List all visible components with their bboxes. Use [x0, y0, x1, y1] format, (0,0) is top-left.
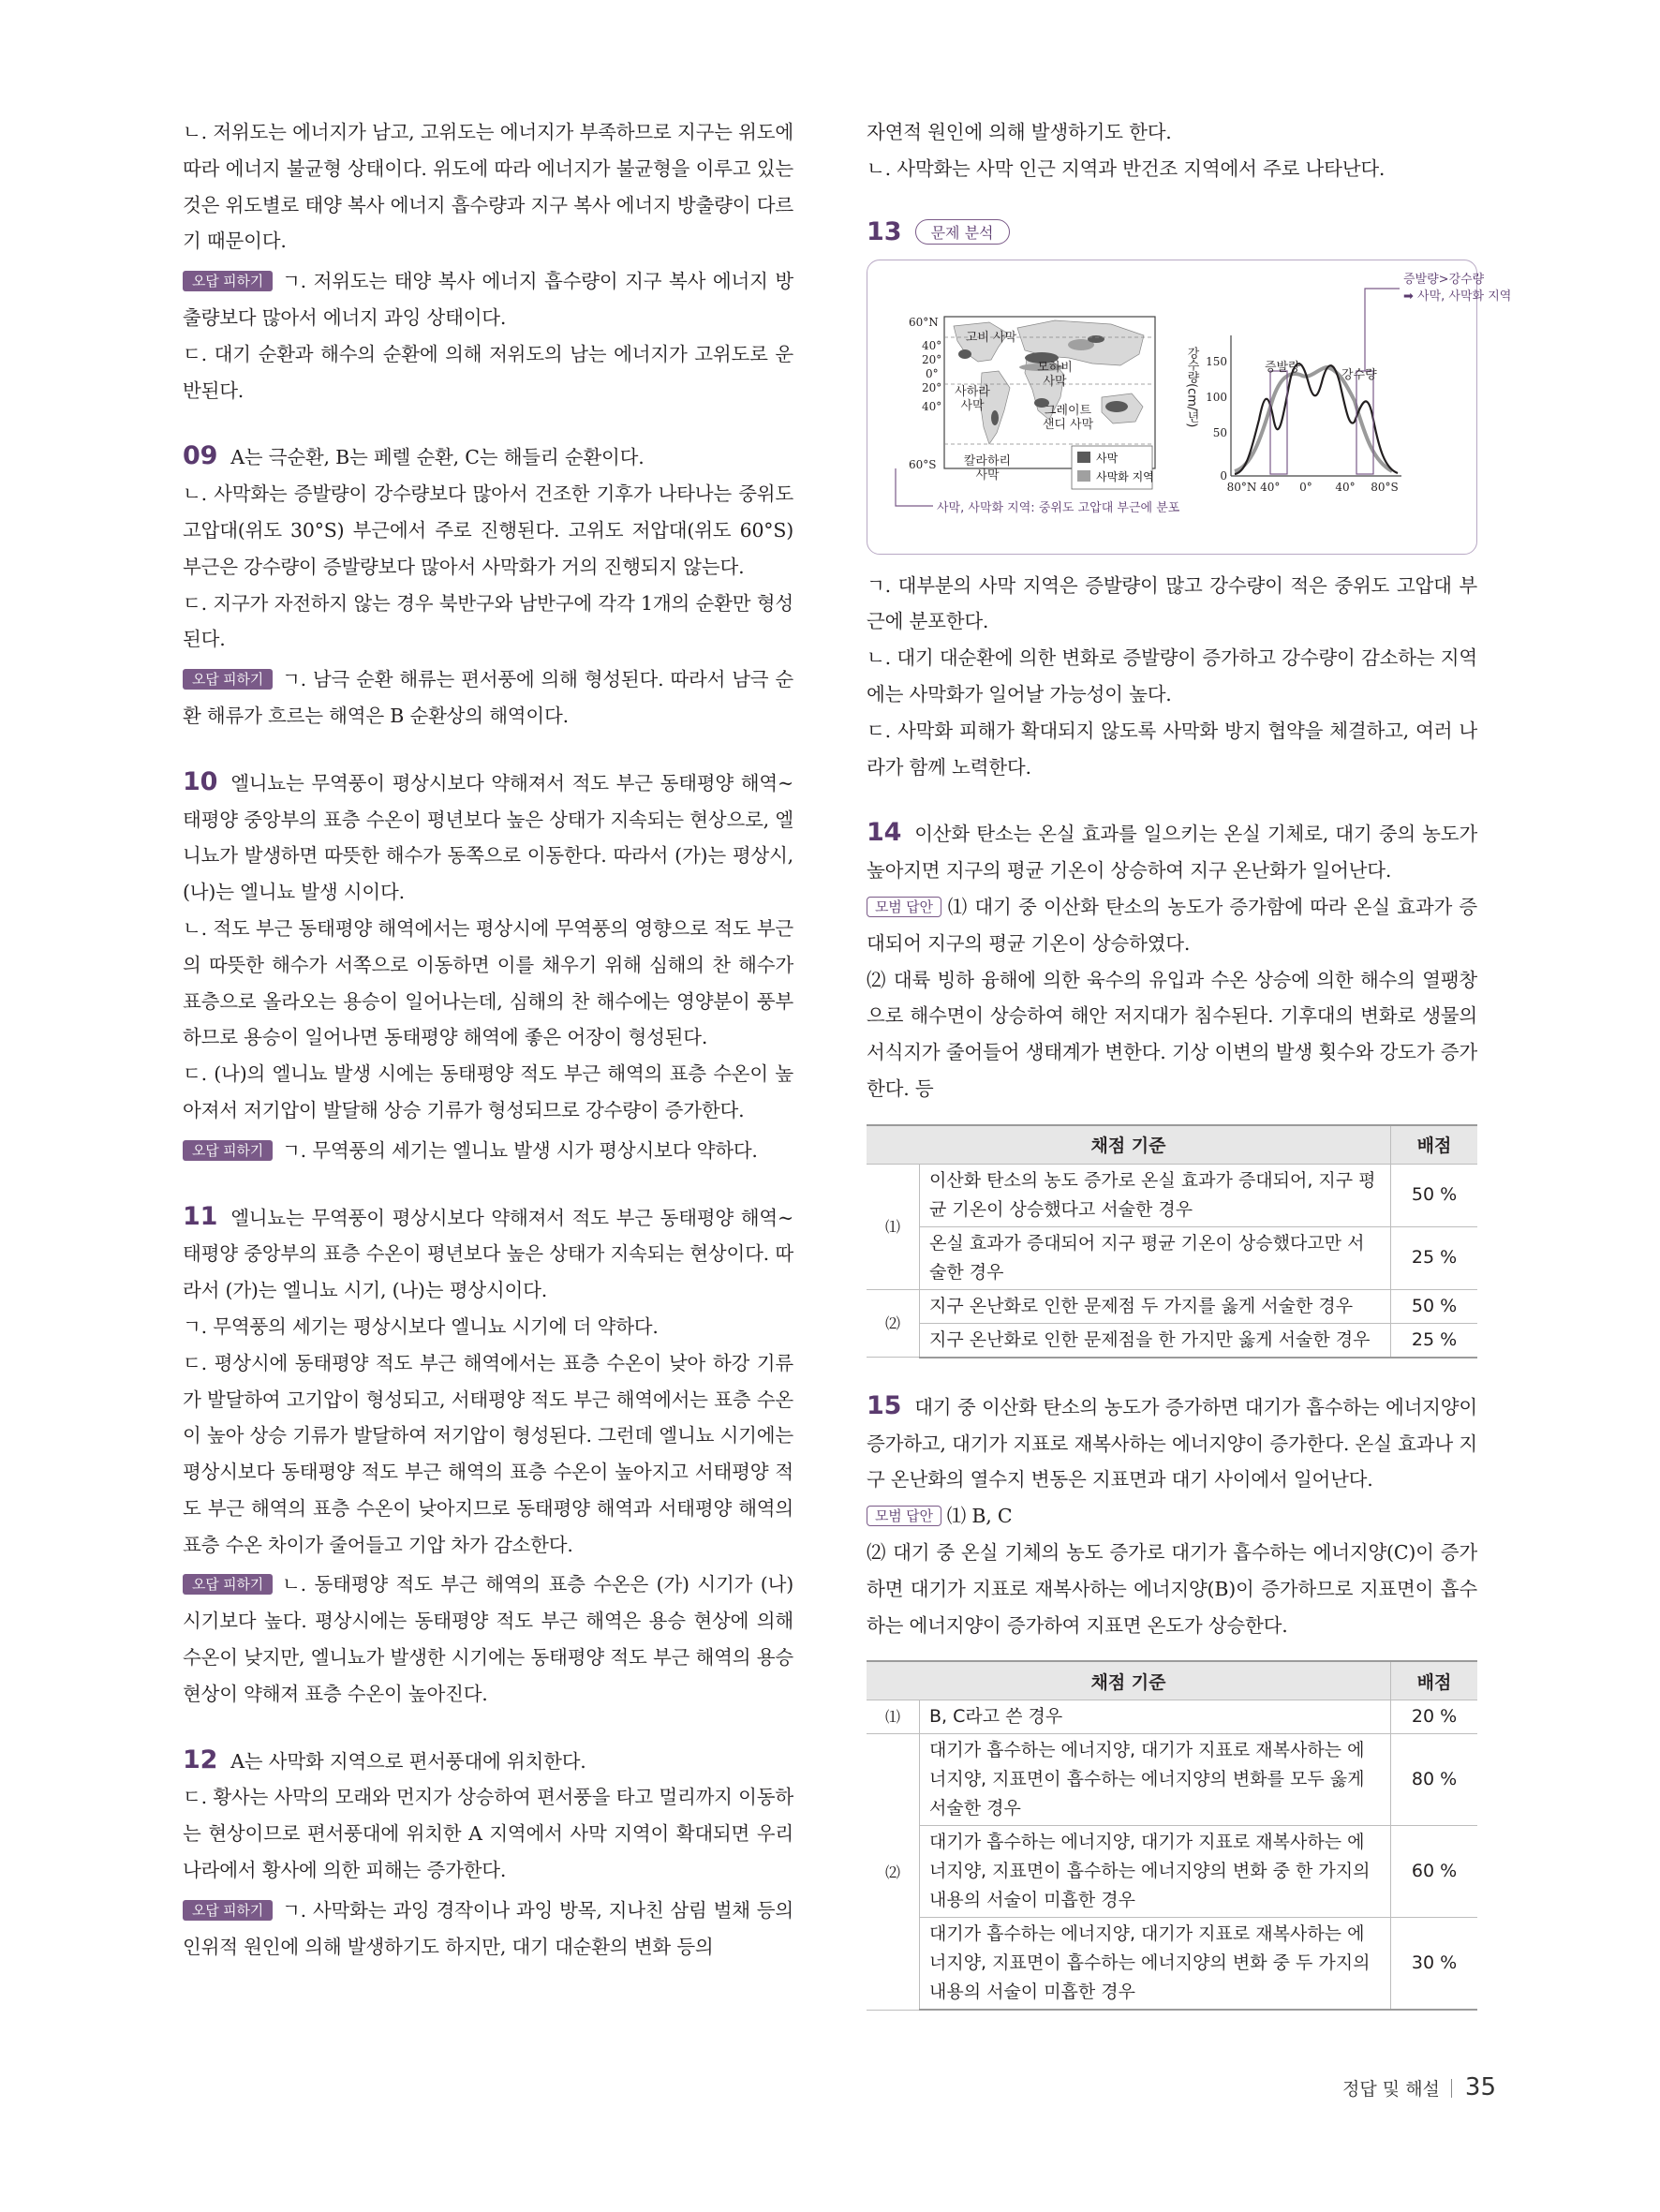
paragraph-text: ㄱ. 남극 순환 해류는 편서풍에 의해 형성된다. 따라서 남극 순환 해류가 흐르는 해역은 B 순환상의 해역이다.: [183, 668, 793, 727]
map-legend: [1072, 446, 1154, 489]
score: 20 %: [1391, 1700, 1478, 1734]
table-row: [867, 1164, 1477, 1226]
footer-divider: [1451, 2079, 1452, 2098]
lat-label: 60°S: [909, 457, 937, 471]
map-label-mojave: 사막: [1043, 374, 1067, 389]
left-column: [183, 114, 793, 1965]
question-09: [183, 438, 793, 734]
map-label-sandy: 그레이트: [1044, 403, 1092, 418]
question-number: 12: [183, 1744, 218, 1774]
paragraph: ㄷ. 사막화 피해가 확대되지 않도록 사막화 방지 협약을 체결하고, 여러 나라가 함께 노력한다.: [867, 719, 1477, 779]
x-tick: 80°N 40°: [1226, 480, 1281, 494]
table-row: [867, 1700, 1477, 1734]
y-tick: 0: [1220, 468, 1227, 482]
x-tick: 80°S: [1371, 480, 1399, 494]
row-number: ⑴: [867, 1700, 920, 1734]
paragraph: ㄱ. 무역풍의 세기는 평상시보다 엘니뇨 시기에 더 약하다.: [183, 1314, 659, 1338]
table-row: [867, 1918, 1477, 2011]
lat-label: 60°N: [909, 315, 939, 329]
row-number: ⑴: [867, 1164, 920, 1289]
scoring-table-15: [867, 1660, 1477, 2011]
paragraph-text: ㄱ. 사막화는 과잉 경작이나 과잉 방목, 지나친 삼림 벌채 등의 인위적 원인에 의해 발생하기도 하지만, 대기 대순환의 변화 등의: [183, 1898, 793, 1958]
paragraph-text: ⑴ 대기 중 이산화 탄소의 농도가 증가함에 따라 온실 효과가 증대되어 지구의 평균 기온이 상승하였다.: [867, 895, 1477, 955]
legend-desertification: 사막화 지역: [1096, 469, 1154, 483]
avoid-badge: 오답 피하기: [183, 1574, 273, 1595]
callout-top: ➡ 사막, 사막화 지역: [1403, 289, 1512, 304]
paragraph: ㄷ. 대기 순환과 해수의 순환에 의해 저위도의 남는 에너지가 고위도로 운반된다.: [183, 342, 793, 402]
lat-label: 20°: [922, 352, 942, 366]
paragraph-text: 엘니뇨는 무역풍이 평상시보다 약해져서 적도 부근 동태평양 해역~태평양 중앙부의 표층 수온이 평년보다 높은 상태가 지속되는 현상으로, 엘니뇨가 발생하면 따뜻한 해수가 동쪽으로 이동한다. 따라서 (가)는 평상시, (나)는 엘니뇨 발생 시이다.: [183, 771, 793, 904]
table-header: 채점 기준: [867, 1125, 1391, 1165]
figure-desert-map: [867, 260, 1512, 555]
paragraph-text: A는 극순환, B는 페렐 순환, C는 해들리 순환이다.: [230, 446, 645, 469]
lat-label: 20°: [922, 380, 942, 394]
paragraph: ㄴ. 저위도는 에너지가 남고, 고위도는 에너지가 부족하므로 지구는 위도에 따라 에너지 불균형 상태이다. 위도에 따라 에너지가 불균형을 이루고 있는 것은 위도별로 태양 복사 에너지 흡수량과 지구 복사 에너지 방출량이 다르기 때문이다.: [183, 121, 793, 253]
map-label-kalahari: 칼라하리: [963, 453, 1012, 468]
criterion: B, C라고 쓴 경우: [920, 1700, 1391, 1734]
paragraph: ㄱ. 대부분의 사막 지역은 증발량이 많고 강수량이 적은 중위도 고압대 부근에 분포한다.: [867, 573, 1477, 633]
criterion: 대기가 흡수하는 에너지양, 대기가 지표로 재복사하는 에너지양, 지표면이 흡수하는 에너지양의 변화 중 한 가지의 내용의 서술이 미흡한 경우: [920, 1826, 1391, 1918]
question-number: 10: [183, 766, 218, 796]
table-row: [867, 1289, 1477, 1323]
paragraph-text: 이산화 탄소는 온실 효과를 일으키는 온실 기체로, 대기 중의 농도가 높아지면 지구의 평균 기온이 상승하여 지구 온난화가 일어난다.: [867, 823, 1477, 883]
paragraph: ㄷ. 지구가 자전하지 않는 경우 북반구와 남반구에 각각 1개의 순환만 형성된다.: [183, 591, 793, 651]
paragraph-avoid: [183, 263, 793, 336]
map-label-sandy: 샌디 사막: [1042, 417, 1094, 432]
question-15: [867, 1388, 1477, 2012]
footer-label: 정답 및 해설: [1342, 2079, 1440, 2100]
table-row: [867, 1734, 1477, 1826]
callout-top: 증발량>강수량: [1403, 272, 1485, 287]
lat-label: 0°: [926, 366, 939, 380]
question-number: 13: [867, 216, 902, 246]
avoid-badge: 오답 피하기: [183, 1140, 273, 1161]
question-number: 14: [867, 818, 902, 848]
paragraph: ㄷ. (나)의 엘니뇨 발생 시에는 동태평양 적도 부근 해역의 표층 수온이 높아져서 저기압이 발달해 상승 기류가 형성되므로 강수량이 증가한다.: [183, 1062, 793, 1121]
paragraph: ⑵ 대륙 빙하 융해에 의한 육수의 유입과 수온 상승에 의한 해수의 열팽창으로 해수면이 상승하여 해안 저지대가 침수된다. 기후대의 변화로 생물의 서식지가 줄어들어 생태계가 변한다. 기상 이변의 발생 횟수와 강도가 증가한다. 등: [867, 968, 1477, 1100]
table-header: 배점: [1391, 1661, 1478, 1700]
x-tick: 40°: [1335, 480, 1356, 494]
paragraph-text: 대기 중 이산화 탄소의 농도가 증가하면 대기가 흡수하는 에너지양이 증가하고, 대기가 지표로 재복사하는 에너지양이 증가한다. 온실 효과나 지구 온난화의 열수지 변동은 지표면과 대기 사이에서 일어난다.: [867, 1395, 1477, 1492]
model-answer-badge: 모범 답안: [867, 1506, 941, 1526]
question-number: 11: [183, 1201, 218, 1231]
y-tick: 150: [1206, 354, 1227, 368]
question-number: 15: [867, 1390, 902, 1420]
table-row: [867, 1826, 1477, 1918]
paragraph: ㄴ. 사막화는 사막 인근 지역과 반건조 지역에서 주로 나타난다.: [867, 156, 1386, 180]
map-label-mojave: 모하비: [1037, 360, 1073, 375]
map-label-gobi: 고비 사막: [965, 330, 1017, 345]
paragraph-text: ㄴ. 동태평양 적도 부근 해역의 표층 수온은 (가) 시기가 (나) 시기보다 높다. 평상시에는 동태평양 적도 부근 해역은 용승 현상에 의해 수온이 낮지만, 엘니뇨가 발생한 시기에는 동태평양 적도 부근 해역의 용승 현상이 약해져 표층 수온이 높아진다.: [183, 1573, 793, 1705]
paragraph-text: A는 사막화 지역으로 편서풍대에 위치한다.: [230, 1749, 586, 1773]
model-answer-badge: 모범 답안: [867, 897, 941, 917]
row-number: ⑵: [867, 1289, 920, 1358]
label-evaporation: 증발량: [1265, 360, 1300, 375]
avoid-badge: 오답 피하기: [183, 669, 273, 690]
callout-bottom: 사막, 사막화 지역: 중위도 고압대 부근에 분포: [937, 500, 1180, 515]
map-label-kalahari: 사막: [975, 468, 1000, 482]
scoring-table-14: [867, 1124, 1477, 1358]
y-tick: 50: [1212, 425, 1227, 439]
paragraph: ㄷ. 황사는 사막의 모래와 먼지가 상승하여 편서풍을 타고 멀리까지 이동하는 현상이므로 편서풍대에 위치한 A 지역에서 사막 지역이 확대되면 우리나라에서 황사에 의한 피해는 증가한다.: [183, 1786, 793, 1882]
y-tick: 100: [1206, 390, 1227, 404]
question-11: [183, 1199, 793, 1713]
score: 25 %: [1391, 1323, 1478, 1358]
criterion: 대기가 흡수하는 에너지양, 대기가 지표로 재복사하는 에너지양, 지표면이 흡수하는 에너지양의 변화 중 두 가지의 내용의 서술이 미흡한 경우: [920, 1918, 1391, 2011]
avoid-badge: 오답 피하기: [183, 271, 273, 291]
legend-desert: 사막: [1096, 451, 1119, 465]
table-row: [867, 1323, 1477, 1358]
criterion: 지구 온난화로 인한 문제점을 한 가지만 옳게 서술한 경우: [920, 1323, 1391, 1358]
paragraph: ㄴ. 적도 부근 동태평양 해역에서는 평상시에 무역풍의 영향으로 적도 부근의 따뜻한 해수가 서쪽으로 이동하면 이를 채우기 위해 심해의 찬 해수가 표층으로 올라오는 용승이 일어나는데, 심해의 찬 해수에는 영양분이 풍부하므로 용승이 일어나면 동태평양 해역에 좋은 어장이 형성된다.: [183, 916, 793, 1049]
paragraph: ㄷ. 평상시에 동태평양 적도 부근 해역에서는 표층 수온이 낮아 하강 기류가 발달하여 고기압이 형성되고, 서태평양 적도 부근 해역에서는 표층 수온이 높아 상승 기류가 발달하여 저기압이 형성된다. 그런데 엘니뇨 시기에는 평상시보다 동태평양 적도 부근 해역의 표층 수온이 높아지고 서태평양 적도 부근 해역의 표층 수온이 낮아지므로 동태평양 해역과 서태평양 해역의 표층 수온 차이가 줄어들고 기압 차가 감소한다.: [183, 1351, 793, 1556]
map-label-sahara: 사하라: [955, 384, 990, 399]
map-label-sahara: 사막: [960, 398, 985, 413]
table-header: 채점 기준: [867, 1661, 1391, 1700]
right-column: [867, 114, 1512, 2011]
analysis-label: 문제 분석: [915, 219, 1010, 245]
question-number: 09: [183, 441, 218, 471]
score: 60 %: [1391, 1826, 1478, 1918]
paragraph-text: ㄱ. 저위도는 태양 복사 에너지 흡수량이 지구 복사 에너지 방출량보다 많아서 에너지 과잉 상태이다.: [183, 270, 793, 329]
question-13: [867, 216, 1512, 786]
paragraph: 자연적 원인에 의해 발생하기도 한다.: [867, 121, 1172, 143]
paragraph-text: ㄱ. 무역풍의 세기는 엘니뇨 발생 시가 평상시보다 약하다.: [282, 1138, 758, 1162]
score: 80 %: [1391, 1734, 1478, 1826]
row-number: ⑵: [867, 1734, 920, 2011]
figure-svg: [867, 260, 1512, 553]
paragraph: ㄴ. 대기 대순환에 의한 변화로 증발량이 증가하고 강수량이 감소하는 지역에는 사막화가 일어날 가능성이 높다.: [867, 646, 1477, 705]
paragraph: ㄴ. 사막화는 증발량이 강수량보다 많아서 건조한 기후가 나타나는 중위도 고압대(위도 30°S) 부근에서 주로 진행된다. 고위도 저압대(위도 60°S) 부근은 강수량이 증발량보다 많아서 사막화가 거의 진행되지 않는다.: [183, 482, 793, 578]
criterion: 온실 효과가 증대되어 지구 평균 기온이 상승했다고만 서술한 경우: [920, 1226, 1391, 1289]
criterion: 지구 온난화로 인한 문제점 두 가지를 옳게 서술한 경우: [920, 1289, 1391, 1323]
table-row: [867, 1226, 1477, 1289]
label-precipitation: 강수량: [1341, 367, 1377, 382]
criterion: 이산화 탄소의 농도 증가로 온실 효과가 증대되어, 지구 평균 기온이 상승했다고 서술한 경우: [920, 1164, 1391, 1226]
score: 50 %: [1391, 1289, 1478, 1323]
paragraph-text: ⑴ B, C: [946, 1505, 1013, 1528]
score: 50 %: [1391, 1164, 1478, 1226]
question-10: [183, 765, 793, 1169]
score: 30 %: [1391, 1918, 1478, 2011]
avoid-badge: 오답 피하기: [183, 1900, 273, 1921]
lat-label: 40°: [922, 338, 942, 352]
score: 25 %: [1391, 1226, 1478, 1289]
page-number: 35: [1464, 2073, 1496, 2101]
question-14: [867, 815, 1477, 1358]
paragraph-text: 엘니뇨는 무역풍이 평상시보다 약해져서 적도 부근 동태평양 해역~태평양 중앙부의 표층 수온이 평년보다 높은 상태가 지속되는 현상이다. 따라서 (가)는 엘니뇨 시기, (나)는 평상시이다.: [183, 1206, 793, 1302]
table-header: 배점: [1391, 1125, 1478, 1165]
question-12: [183, 1743, 793, 1966]
x-tick: 0°: [1299, 480, 1312, 494]
paragraph: ⑵ 대기 중 온실 기체의 농도 증가로 대기가 흡수하는 에너지양(C)이 증가하면 대기가 지표로 재복사하는 에너지양(B)이 증가하므로 지표면이 흡수하는 에너지양이 증가하여 지표면 온도가 상승한다.: [867, 1540, 1477, 1637]
graph-yaxis-label: 강수량(cm/년): [1184, 346, 1199, 427]
lat-label: 40°: [922, 399, 942, 413]
page-footer: [1342, 2073, 1496, 2101]
criterion: 대기가 흡수하는 에너지양, 대기가 지표로 재복사하는 에너지양, 지표면이 흡수하는 에너지양의 변화를 모두 옳게 서술한 경우: [920, 1734, 1391, 1826]
